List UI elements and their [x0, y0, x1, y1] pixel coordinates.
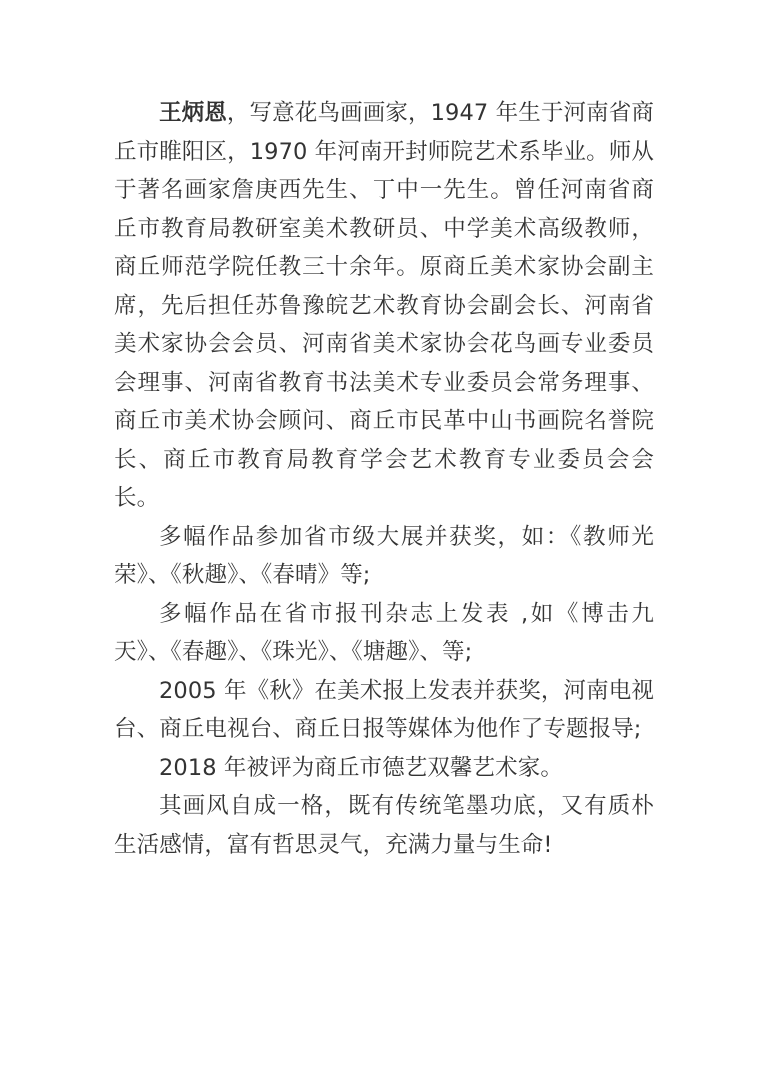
awards-paragraph: 多幅作品参加省市级大展并获奖，如：《教师光荣》、《秋趣》、《春晴》等;: [114, 523, 654, 588]
publications-paragraph: 多幅作品在省市报刊杂志上发表 ,如《博击九天》、《春趣》、《珠光》、《塘趣》、等;: [114, 600, 654, 665]
honor-paragraph: 2018 年被评为商丘市德艺双馨艺术家。: [159, 754, 563, 781]
media-paragraph: 2005 年《秋》在美术报上发表并获奖，河南电视台、商丘电视台、商丘日报等媒体为他作了专题报导;: [114, 677, 654, 742]
bio-paragraph: [114, 94, 654, 518]
style-paragraph: 其画风自成一格，既有传统笔墨功底，又有质朴生活感情，富有哲思灵气，充满力量与生命!: [114, 793, 654, 858]
document-body: [114, 94, 654, 864]
bio-text: ，写意花鸟画画家，1947 年生于河南省商丘市睢阳区，1970 年河南开封师院艺术系毕业。师从于著名画家詹庚西先生、丁中一先生。曾任河南省商丘市教育局教研室美术教研员、中学美术高级教师，商丘师范学院任教三十余年。原商丘美术家协会副主席，先后担任苏鲁豫皖艺术教育协会副会长、河南省美术家协会会员、河南省美术家协会花鸟画专业委员会理事、河南省教育书法美术专业委员会常务理事、商丘市美术协会顾问、商丘市民革中山书画院名誉院长、商丘市教育局教育学会艺术教育专业委员会会长。: [114, 100, 654, 511]
artist-name: 王炳恩: [159, 100, 227, 126]
